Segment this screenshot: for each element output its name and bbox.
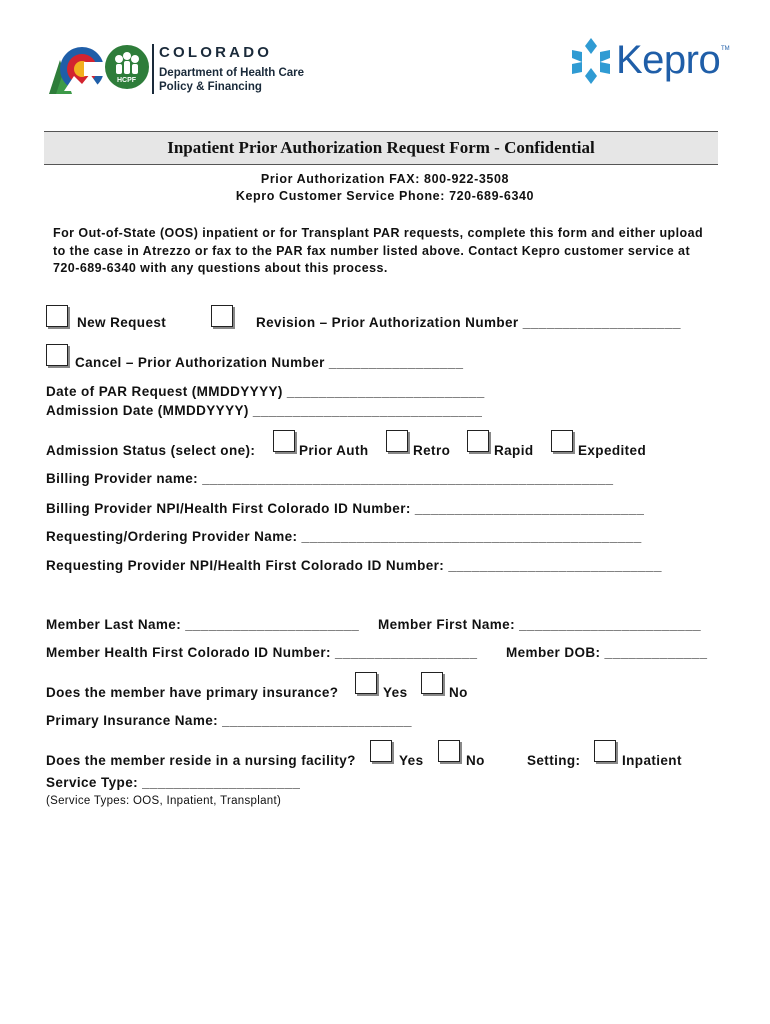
kepro-logo — [568, 36, 733, 90]
fax-line: Prior Authorization FAX: 800-922-3508 — [260, 172, 510, 186]
member-last-name-field[interactable]: Member Last Name: ______________________ — [46, 617, 360, 632]
kepro-wordmark: Kepro — [616, 38, 721, 82]
member-first-name-field[interactable]: Member First Name: _______________________ — [378, 617, 702, 632]
admission-status-label: Admission Status (select one): — [46, 443, 256, 458]
member-id-field[interactable]: Member Health First Colorado ID Number: __________________ — [46, 645, 478, 660]
setting-inpatient-checkbox[interactable] — [594, 740, 616, 762]
colorado-wordmark: COLORADO — [159, 44, 273, 61]
service-type-field[interactable]: Service Type: ____________________ — [46, 775, 301, 790]
hcpf-badge-label: HCPF — [117, 77, 137, 84]
member-dob-field[interactable]: Member DOB: _____________ — [506, 645, 708, 660]
setting-inpatient-label: Inpatient — [622, 753, 682, 768]
date-par-field[interactable]: Date of PAR Request (MMDDYYYY) _________________________ — [46, 384, 485, 399]
nursing-yes-label: Yes — [399, 753, 424, 768]
status-option-label: Rapid — [494, 443, 534, 458]
billing-npi-field[interactable]: Billing Provider NPI/Health First Colorado ID Number: _____________________________ — [46, 501, 645, 516]
requesting-provider-field[interactable]: Requesting/Ordering Provider Name: ___________________________________________ — [46, 529, 642, 544]
primary-insurance-no-label: No — [449, 685, 468, 700]
colorado-logo — [44, 40, 314, 98]
service-types-note: (Service Types: OOS, Inpatient, Transplant) — [46, 795, 282, 807]
logo-divider — [152, 44, 154, 94]
revision-checkbox[interactable] — [211, 305, 233, 327]
primary-insurance-yes-checkbox[interactable] — [355, 672, 377, 694]
form-title: Inpatient Prior Authorization Request Form - Confidential — [167, 138, 595, 157]
primary-insurance-yes-label: Yes — [383, 685, 408, 700]
setting-label: Setting: — [527, 753, 581, 768]
primary-insurance-name-field[interactable]: Primary Insurance Name: ________________________ — [46, 713, 412, 728]
billing-provider-field[interactable]: Billing Provider name: ____________________________________________________ — [46, 471, 614, 486]
nursing-facility-question: Does the member reside in a nursing facility? — [46, 753, 356, 768]
instruction-line: For Out-of-State (OOS) inpatient or for Transplant PAR requests, complete this form and either upload — [53, 226, 704, 240]
nursing-no-label: No — [466, 753, 485, 768]
status-option-label: Prior Auth — [299, 443, 369, 458]
new-request-label: New Request — [77, 315, 167, 330]
instruction-line: 720-689-6340 with any questions about this process. — [53, 261, 388, 275]
phone-line: Kepro Customer Service Phone: 720-689-6340 — [235, 189, 535, 203]
nursing-no-checkbox[interactable] — [438, 740, 460, 762]
status-retro-checkbox[interactable] — [386, 430, 408, 452]
status-option-label: Retro — [413, 443, 451, 458]
title-bar — [44, 131, 718, 165]
primary-insurance-no-checkbox[interactable] — [421, 672, 443, 694]
revision-label: Revision – Prior Authorization Number ____________________ — [256, 315, 681, 330]
status-option-label: Expedited — [578, 443, 647, 458]
cancel-label: Cancel – Prior Authorization Number _________________ — [75, 355, 464, 370]
cancel-checkbox[interactable] — [46, 344, 68, 366]
kepro-star-icon — [568, 36, 614, 86]
instructions — [53, 225, 703, 278]
requesting-npi-field[interactable]: Requesting Provider NPI/Health First Colorado ID Number: ___________________________ — [46, 558, 662, 573]
status-expedited-checkbox[interactable] — [551, 430, 573, 452]
nursing-yes-checkbox[interactable] — [370, 740, 392, 762]
admission-date-field[interactable]: Admission Date (MMDDYYYY) _____________________________ — [46, 403, 483, 418]
colorado-c-logo-icon — [46, 44, 104, 94]
instruction-line: to the case in Atrezzo or fax to the PAR fax number listed above. Contact Kepro customer service at — [53, 243, 691, 258]
department-line-1: Department of Health Care — [159, 67, 305, 79]
status-rapid-checkbox[interactable] — [467, 430, 489, 452]
status-prior-auth-checkbox[interactable] — [273, 430, 295, 452]
department-line-2: Policy & Financing — [159, 81, 262, 93]
kepro-trademark: TM — [721, 46, 730, 52]
new-request-checkbox[interactable] — [46, 305, 68, 327]
primary-insurance-question: Does the member have primary insurance? — [46, 685, 339, 700]
